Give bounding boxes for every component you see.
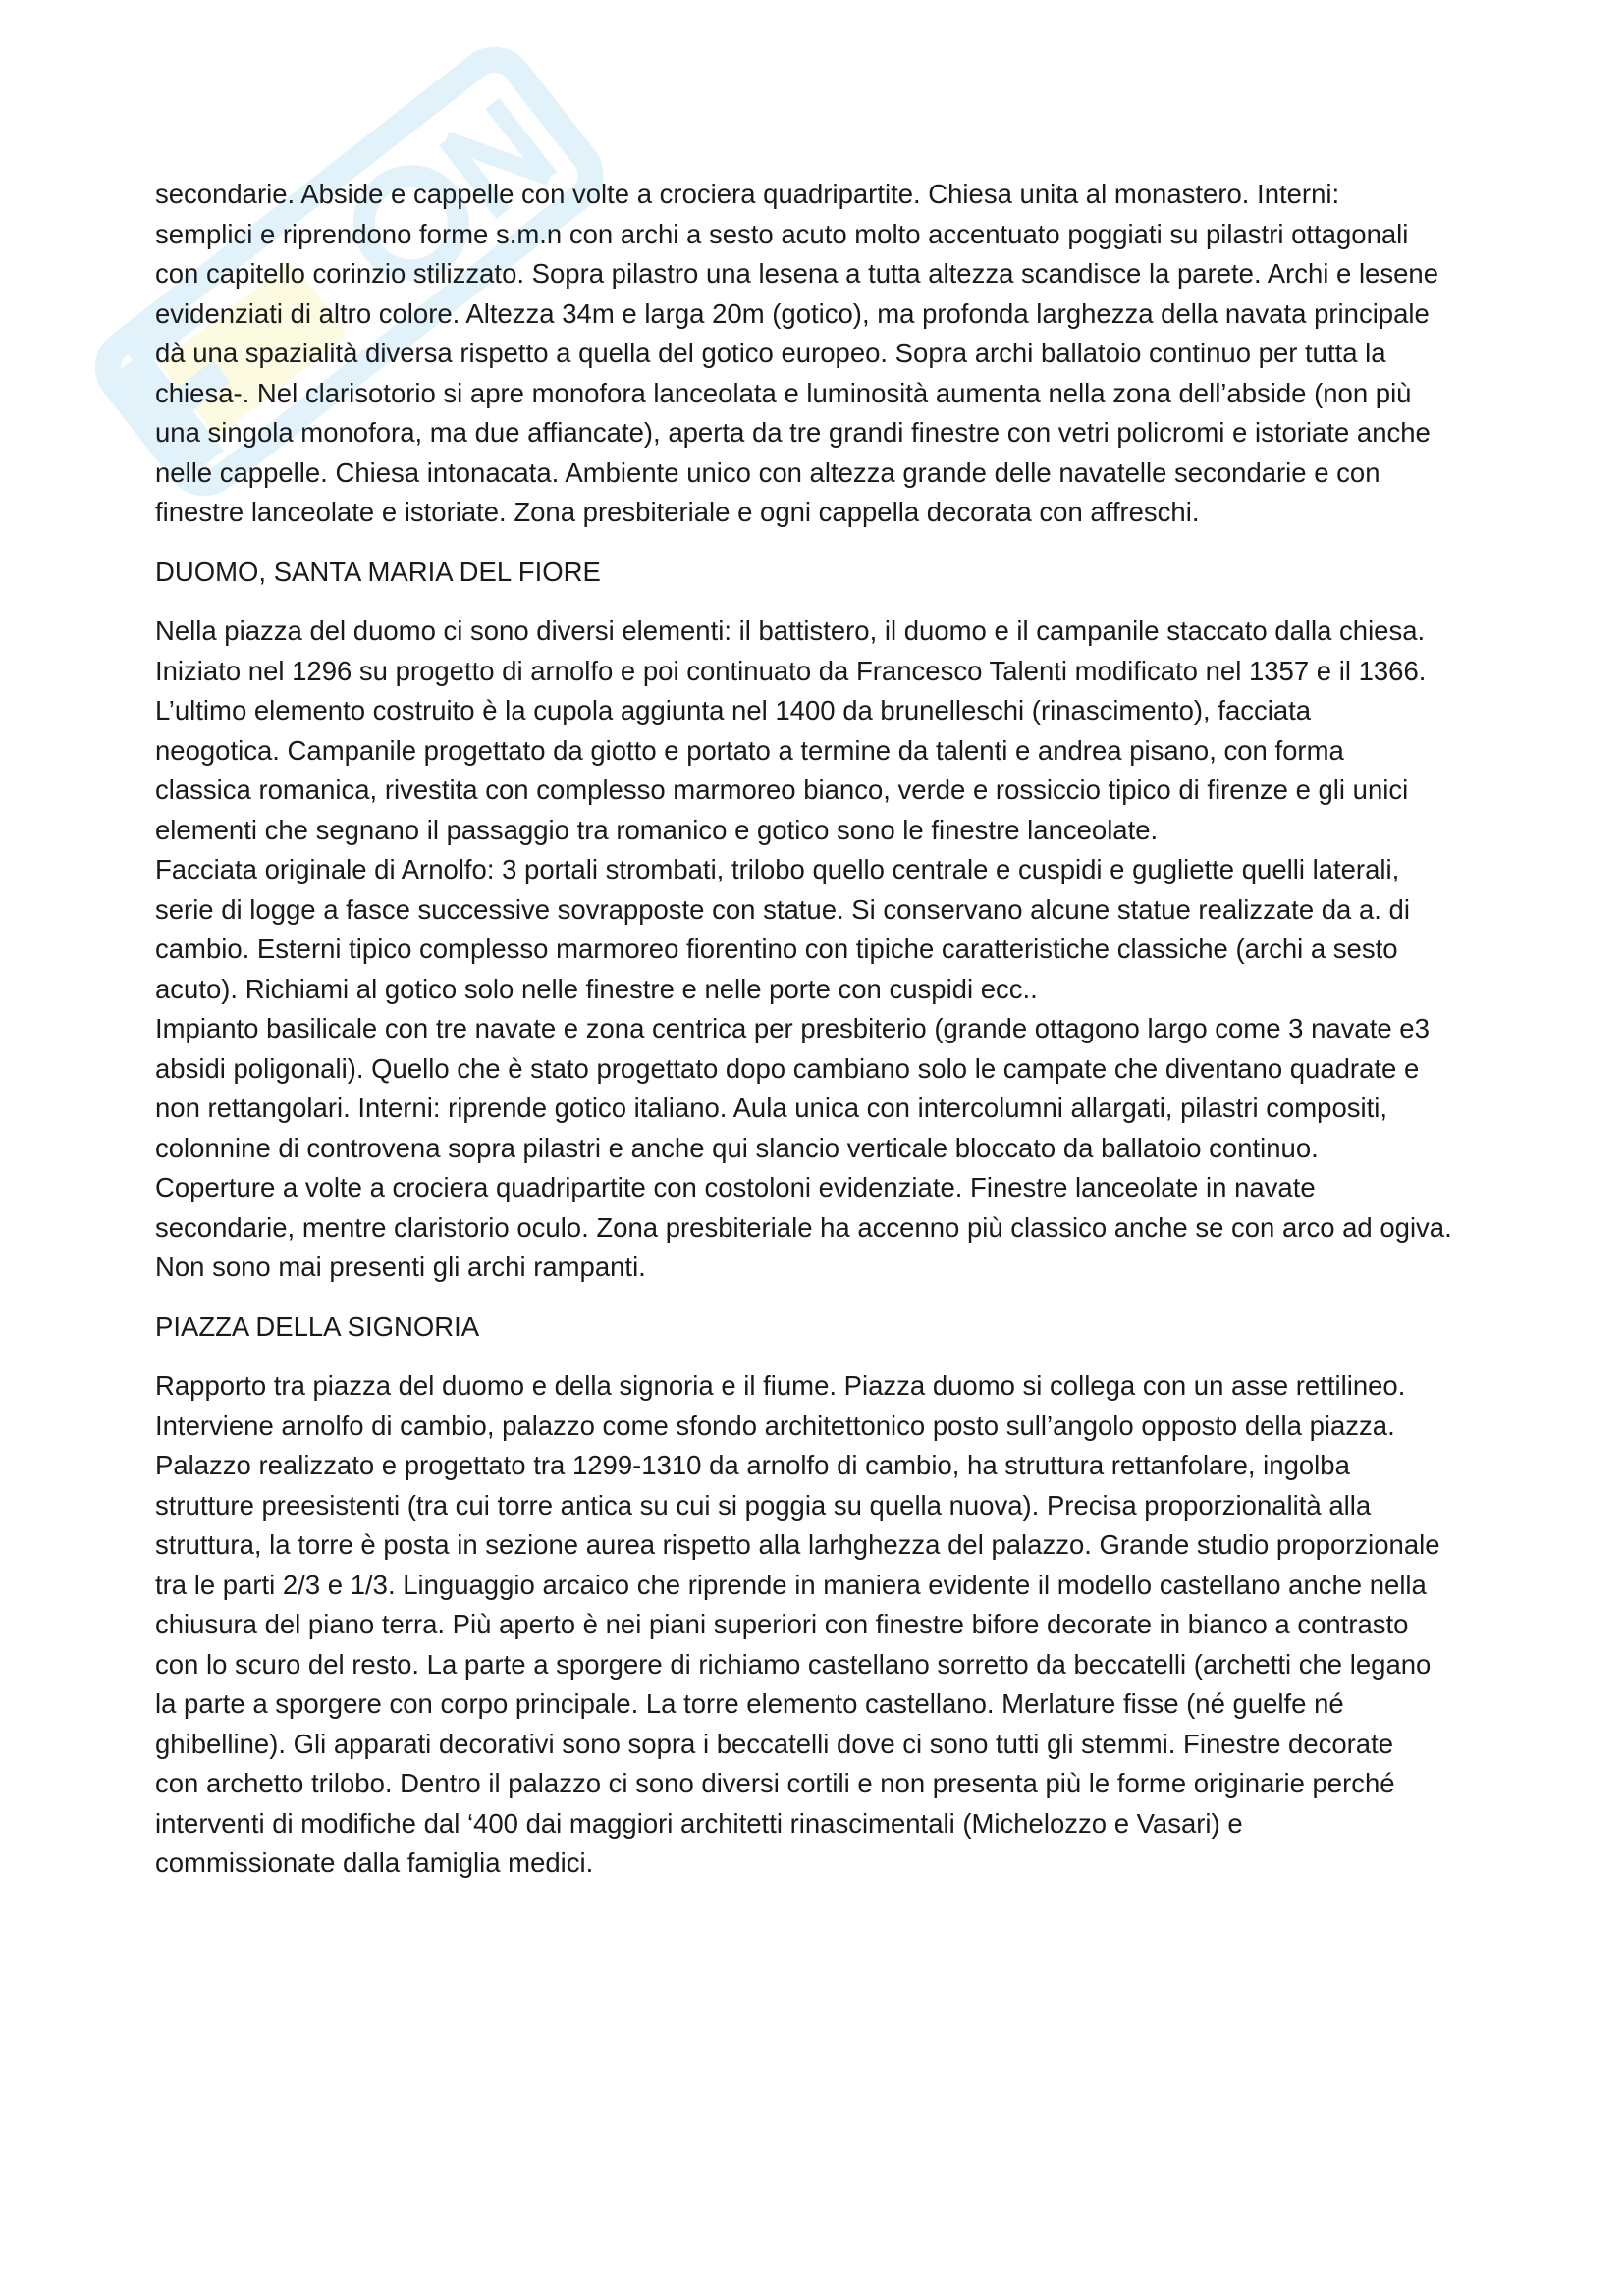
text-line: con capitello corinzio stilizzato. Sopra pilastro una lesena a tutta altezza scandisce la parete. Archi e lesene [155,258,1438,289]
text-line: tra le parti 2/3 e 1/3. Linguaggio arcaico che riprende in maniera evidente il modello castellano anche nella [155,1569,1427,1600]
text-line: chiusura del piano terra. Più aperto è nei piani superiori con finestre bifore decorate in bianco a contrasto [155,1609,1409,1639]
text-line: la parte a sporgere con corpo principale. La torre elemento castellano. Merlature fisse (né guelfe né [155,1688,1344,1719]
text-line: Nella piazza del duomo ci sono diversi elementi: il battistero, il duomo e il campanile staccato dalla chiesa. [155,615,1426,646]
text-line: Impianto basilicale con tre navate e zona centrica per presbiterio (grande ottagono largo come 3 navate e3 [155,1013,1430,1043]
text-line: colonnine di controvena sopra pilastri e anche qui slancio verticale bloccato da ballatoio continuo. [155,1132,1319,1163]
text-line: con lo scuro del resto. La parte a sporgere di richiamo castellano sorretto da beccatelli (archetti che legano [155,1648,1432,1680]
text-line: classica romanica, rivestita con complesso marmoreo bianco, verde e rossiccio tipico di firenze e gli unici [155,774,1409,805]
text-line: L’ultimo elemento costruito è la cupola aggiunta nel 1400 da brunelleschi (rinascimento), facciata [155,695,1312,725]
text-line: Coperture a volte a crociera quadripartite con costoloni evidenziate. Finestre lanceolate in navate [155,1172,1316,1202]
text-line: dà una spazialità diversa rispetto a quella del gotico europeo. Sopra archi ballatoio continuo per tutta la [155,338,1386,368]
text-line: secondarie, mentre claristorio oculo. Zona presbiteriale ha accenno più classico anche se con arco ad ogiva. [155,1211,1452,1243]
text-line: Facciata originale di Arnolfo: 3 portali strombati, trilobo quello centrale e cuspidi e gugliette quelli laterali, [155,854,1400,884]
text-line: una singola monofora, ma due affiancate), aperta da tre grandi finestre con vetri policromi e istoriate anche [155,417,1431,448]
text-line: Iniziato nel 1296 su progetto di arnolfo e poi continuato da Francesco Talenti modificato nel 1357 e il 1366. [155,655,1427,686]
text-line: absidi poligonali). Quello che è stato progettato dopo cambiano solo le campate che diventano quadrate e [155,1052,1420,1084]
section-heading [155,553,1486,593]
body-paragraph [155,1366,1486,1884]
text-line: non rettangolari. Interni: riprende gotico italiano. Aula unica con intercolumni allargati, pilastri compositi, [155,1093,1387,1123]
text-line: struttura, la torre è posta in sezione aurea rispetto alla larhghezza del palazzo. Grande studio proporzionale [155,1529,1440,1560]
text-line: nelle cappelle. Chiesa intonacata. Ambiente unico con altezza grande delle navatelle secondarie e con [155,456,1380,488]
text-line: evidenziati di altro colore. Altezza 34m e larga 20m (gotico), ma profonda larghezza della navata principale [155,297,1430,329]
body-paragraph [155,175,1486,533]
text-line: semplici e riprendono forme s.m.n con archi a sesto acuto molto accentuato poggiati su pilastri ottagonali [155,218,1409,249]
text-line: con archetto trilobo. Dentro il palazzo ci sono diversi cortili e non presenta più le forme originarie perché [155,1768,1395,1798]
text-line: interventi di modifiche dal ‘400 dai maggiori architetti rinascimentali (Michelozzo e Vasari) e [155,1807,1243,1839]
text-line: strutture preesistenti (tra cui torre antica su cui si poggia su quella nuova). Precisa proporzionalità alla [155,1489,1372,1521]
text-line: secondarie. Abside e cappelle con volte a crociera quadripartite. Chiesa unita al monastero. Interni: [155,179,1340,209]
text-line: ghibelline). Gli apparati decorativi sono sopra i beccatelli dove ci sono tutti gli stemmi. Finestre decorate [155,1728,1394,1759]
text-line: commissionate dalla famiglia medici. [155,1847,594,1878]
text-line: Rapporto tra piazza del duomo e della signoria e il fiume. Piazza duomo si collega con un asse rettilineo. [155,1370,1406,1401]
text-line: chiesa-. Nel clarisotorio si apre monofora lanceolata e luminosità aumenta nella zona dell’abside (non più [155,377,1412,408]
text-line: Palazzo realizzato e progettato tra 1299-1310 da arnolfo di cambio, ha struttura rettanfolare, ingolba [155,1450,1350,1480]
text-line: elementi che segnano il passaggio tra romanico e gotico sono le finestre lanceolate. [155,814,1159,845]
text-line: DUOMO, SANTA MARIA DEL FIORE [155,556,601,587]
text-line: finestre lanceolate e istoriate. Zona presbiteriale e ogni cappella decorata con affreschi. [155,497,1200,527]
text-line: serie di logge a fasce successive sovrapposte con statue. Si conservano alcune statue realizzate da a. di [155,893,1410,925]
text-line: acuto). Richiami al gotico solo nelle finestre e nelle porte con cuspidi ecc.. [155,973,1038,1004]
document-page [155,175,1486,1903]
body-paragraph [155,612,1486,1288]
text-line: Non sono mai presenti gli archi rampanti. [155,1252,646,1282]
text-line: PIAZZA DELLA SIGNORIA [155,1310,480,1342]
text-line: neogotica. Campanile progettato da giotto e portato a termine da talenti e andrea pisano, con forma [155,734,1344,766]
section-heading [155,1308,1486,1348]
text-line: Interviene arnolfo di cambio, palazzo come sfondo architettonico posto sull’angolo opposto della piazza. [155,1410,1395,1441]
text-line: cambio. Esterni tipico complesso marmoreo fiorentino con tipiche caratteristiche classiche (archi a sesto [155,934,1398,964]
